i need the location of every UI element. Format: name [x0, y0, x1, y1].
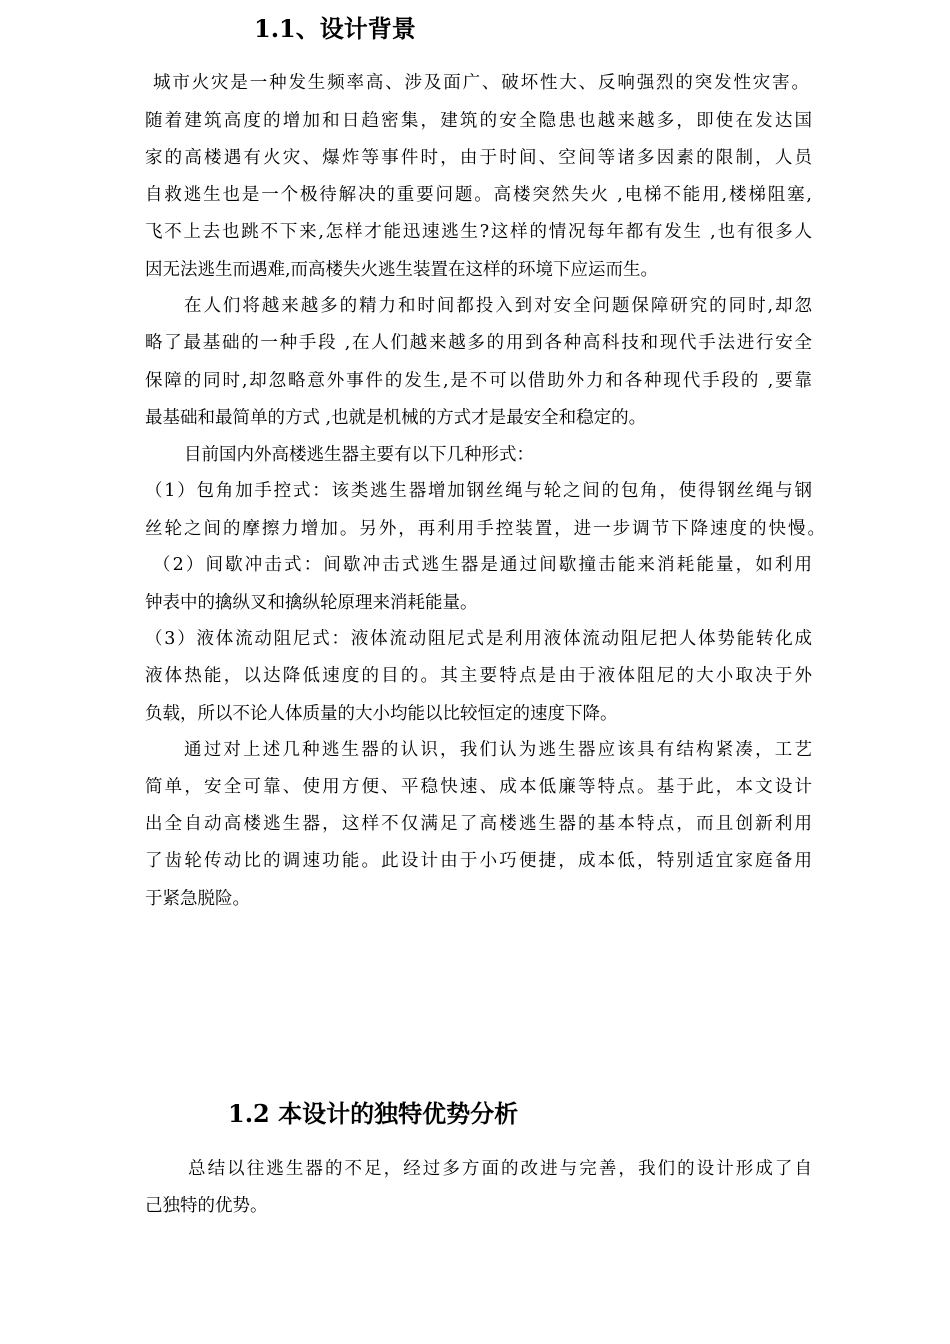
text-line: 钟表中的擒纵叉和擒纵轮原理来消耗能量。 [145, 593, 478, 613]
text-line: 总结以往逃生器的不足，经过多方面的改进与完善，我们的设计形成了自 [188, 1159, 812, 1179]
text-line: 目前国内外高楼逃生器主要有以下几种形式： [184, 445, 534, 465]
text-line: 负载，所以不论人体质量的大小均能以比较恒定的速度下降。 [145, 704, 618, 724]
text-line: （3）液体流动阻尼式：液体流动阻尼式是利用液体流动阻尼把人体势能转化成 [145, 629, 812, 649]
text-line: 出全自动高楼逃生器，这样不仅满足了高楼逃生器的基本特点，而且创新利用 [145, 814, 812, 834]
text-line: 略了最基础的一种手段 ,在人们越来越多的用到各种高科技和现代手法进行安全 [145, 333, 812, 353]
text-line: 丝轮之间的摩擦力增加。另外，再利用手控装置，进一步调节下降速度的快慢。 [145, 519, 825, 539]
text-line: 最基础和最简单的方式 ,也就是机械的方式才是最安全和稳定的。 [145, 408, 647, 428]
text-line: 因无法逃生而遇难,而高楼失火逃生装置在这样的环境下应运而生。 [145, 260, 659, 280]
text-line: 己独特的优势。 [145, 1196, 268, 1216]
text-line: 在人们将越来越多的精力和时间都投入到对安全问题保障研究的同时,却忽 [184, 296, 812, 316]
text-line: 于紧急脱险。 [145, 889, 250, 909]
text-line: 家的高楼遇有火灾、爆炸等事件时，由于时间、空间等诸多因素的限制，人员 [145, 148, 812, 168]
text-line: （1）包角加手控式：该类逃生器增加钢丝绳与轮之间的包角，使得钢丝绳与钢 [145, 481, 812, 501]
text-line: 保障的同时,却忽略意外事件的发生,是不可以借助外力和各种现代手段的 ,要靠 [145, 371, 812, 391]
text-line: 飞不上去也跳不下来,怎样才能迅速逃生?这样的情况每年都有发生 ,也有很多人 [145, 222, 812, 242]
text-line: 简单，安全可靠、使用方便、平稳快速、成本低廉等特点。基于此，本文设计 [145, 777, 812, 797]
text-line: 了齿轮传动比的调速功能。此设计由于小巧便捷，成本低，特别适宜家庭备用 [145, 851, 812, 871]
text-line: 液体热能，以达降低速度的目的。其主要特点是由于液体阻尼的大小取决于外 [145, 666, 812, 686]
section-1-1-heading: 1.1、设计背景 [254, 14, 416, 43]
text-line: 通过对上述几种逃生器的认识，我们认为逃生器应该具有结构紧凑，工艺 [184, 740, 812, 760]
text-line: 随着建筑高度的增加和日趋密集，建筑的安全隐患也越来越多，即使在发达国 [145, 111, 812, 131]
text-line: 自救逃生也是一个极待解决的重要问题。高楼突然失火 ,电梯不能用,楼梯阻塞, [145, 185, 812, 205]
text-line: （2）间歇冲击式：间歇冲击式逃生器是通过间歇撞击能来消耗能量，如利用 [153, 555, 812, 575]
section-1-2-heading: 1.2 本设计的独特优势分析 [228, 1099, 519, 1128]
text-line: 城市火灾是一种发生频率高、涉及面广、破坏性大、反响强烈的突发性灾害。 [153, 73, 809, 93]
